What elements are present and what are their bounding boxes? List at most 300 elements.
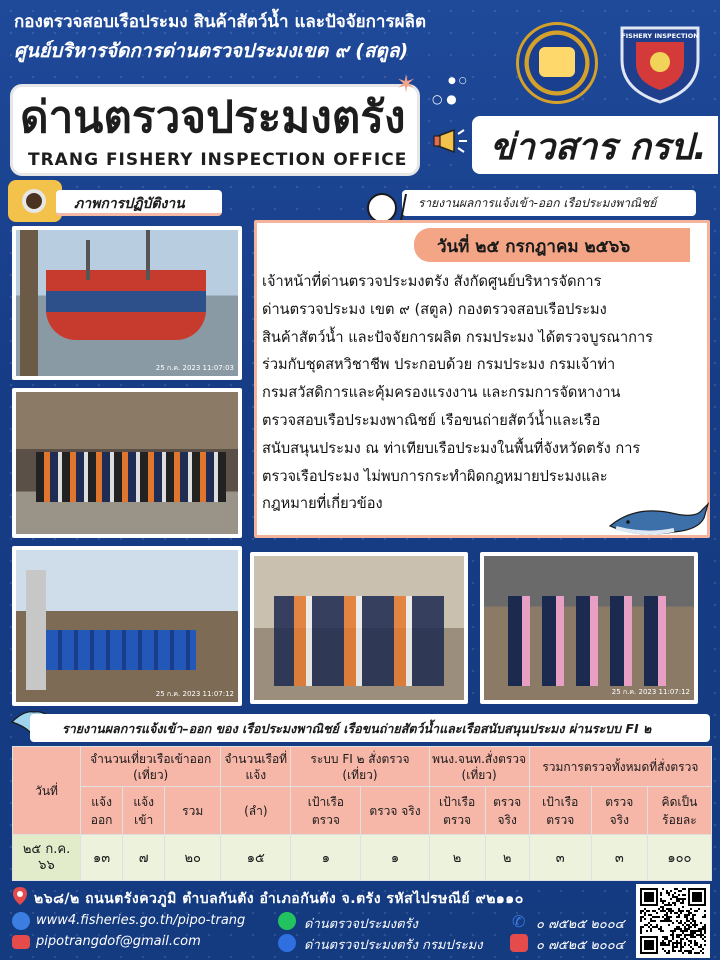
whale-icon [606,496,710,540]
qr-module [644,918,646,920]
qr-module [664,914,666,916]
qr-module [690,946,692,948]
qr-module [686,910,688,912]
table-subheader: คิดเป็น ร้อยละ [647,787,711,835]
photo-officers-pier [480,552,698,704]
qr-module [670,908,672,910]
qr-module [678,936,680,938]
table-cell: ๒ [429,835,485,881]
qr-module [666,916,668,918]
qr-module [686,930,688,932]
qr-module [704,936,706,938]
qr-module [688,910,690,912]
qr-module [686,928,688,930]
qr-module [672,936,674,938]
qr-module [640,916,642,918]
qr-module [648,910,650,912]
qr-module [668,916,670,918]
qr-module [680,934,682,936]
qr-module [704,926,706,928]
qr-module [688,952,690,954]
qr-module [676,896,678,898]
qr-module [668,924,670,926]
qr-module [672,894,674,896]
qr-module [682,902,684,904]
table-subheader: ตรวจ จริง [591,787,647,835]
qr-module [656,924,658,926]
qr-module [654,910,656,912]
qr-module [704,932,706,934]
article-date: วันที่ ๒๕ กรกฎาคม ๒๕๖๖ [437,237,631,257]
qr-module [684,926,686,928]
qr-module [666,952,668,954]
qr-module [700,944,702,946]
qr-module [662,888,664,890]
qr-module [692,914,694,916]
qr-module [660,910,662,912]
qr-module [694,940,696,942]
header-department: กองตรวจสอบเรือประมง สินค้าสัตว์น้ำ และปัจจัยการผลิต [14,12,427,32]
qr-module [650,928,652,930]
logo2-top-text: FISHERY INSPECTION [621,32,699,40]
qr-module [680,948,682,950]
qr-module [662,910,664,912]
qr-module [644,914,646,916]
qr-module [664,920,666,922]
qr-module [694,926,696,928]
qr-module [640,930,642,932]
qr-module [666,914,668,916]
qr-module [640,918,642,920]
qr-module [688,924,690,926]
qr-module [674,950,676,952]
qr-module [656,916,658,918]
qr-module [666,918,668,920]
qr-module [688,926,690,928]
qr-module [690,952,692,954]
qr-module [678,898,680,900]
qr-module [674,902,676,904]
photo-timestamp: 25 ก.ค. 2023 11:07:12 [155,690,234,698]
qr-module [660,928,662,930]
qr-module [678,890,680,892]
qr-module [670,940,672,942]
qr-module [694,944,696,946]
qr-module [698,930,700,932]
photo-timestamp: 25 ก.ค. 2023 11:07:03 [155,364,234,372]
qr-module [650,924,652,926]
qr-module [690,940,692,942]
fax-icon [510,934,528,952]
camera-icon [8,180,62,222]
qr-module [684,888,686,890]
qr-module [698,908,700,910]
qr-module [668,944,670,946]
megaphone-icon [432,126,472,156]
qr-module [694,952,696,954]
photos-label-text: ภาพการปฏิบัติงาน [74,196,185,212]
qr-module [660,906,662,908]
qr-module [674,942,676,944]
qr-module [682,946,684,948]
table-cell: ๒๐ [165,835,221,881]
table-cell: ๑ [361,835,429,881]
department-of-fisheries-logo [516,22,598,104]
qr-module [658,916,660,918]
table-cell: ๑๓ [81,835,123,881]
qr-module [650,918,652,920]
qr-module [698,946,700,948]
qr-module [664,910,666,912]
qr-module [646,910,648,912]
qr-module [690,932,692,934]
qr-module [652,920,654,922]
qr-module [696,952,698,954]
office-title-english: TRANG FISHERY INSPECTION OFFICE [28,150,408,170]
qr-module [688,940,690,942]
qr-module [684,914,686,916]
qr-module [666,938,668,940]
qr-module [700,936,702,938]
qr-module [682,900,684,902]
qr-module [684,942,686,944]
qr-module [640,932,642,934]
qr-module [692,918,694,920]
qr-module [684,922,686,924]
footer-fax[interactable]: ๐ ๗๕๒๕ ๒๐๐๔ [536,938,625,953]
qr-module [662,900,664,902]
qr-module [662,948,664,950]
qr-module [694,922,696,924]
qr-module [688,934,690,936]
qr-module [686,934,688,936]
qr-module [682,938,684,940]
qr-module [676,888,678,890]
qr-module [684,944,686,946]
qr-module [696,924,698,926]
qr-module [704,944,706,946]
qr-module [684,950,686,952]
fishery-inspection-logo [612,20,708,106]
qr-module [672,942,674,944]
qr-module [672,910,674,912]
qr-module [704,940,706,942]
qr-module [654,920,656,922]
qr-module [688,944,690,946]
qr-module [692,948,694,950]
qr-module [686,914,688,916]
qr-module [686,918,688,920]
qr-module [644,912,646,914]
qr-module [662,936,664,938]
qr-module [702,928,704,930]
qr-module [682,932,684,934]
qr-module [700,934,702,936]
table-subheader: เป้าเรือ ตรวจ [429,787,485,835]
qr-module [666,912,668,914]
starfish-icon: ✶ [396,70,417,98]
qr-module [704,914,706,916]
table-cell: ๓ [591,835,647,881]
qr-module [672,944,674,946]
table-header-date: วันที่ [13,747,81,835]
qr-module [690,950,692,952]
qr-module [682,924,684,926]
qr-module [690,934,692,936]
qr-module [650,914,652,916]
qr-module [656,926,658,928]
qr-module [650,920,652,922]
qr-module [662,920,664,922]
table-cell: ๑ [291,835,361,881]
table-cell: ๑๕ [221,835,291,881]
qr-module [678,914,680,916]
qr-module [660,942,662,944]
photo-officers-interview [250,552,468,704]
qr-module [678,894,680,896]
qr-module [700,932,702,934]
table-subheader: ตรวจ จริง [361,787,429,835]
qr-module [694,932,696,934]
qr-module [670,930,672,932]
qr-module [684,916,686,918]
qr-module [688,920,690,922]
table-cell-date: ๒๕ ก.ค. ๖๖ [13,835,81,881]
qr-module [692,930,694,932]
bubble-icon: ● ○ [448,76,467,86]
table-subheader: แจ้ง ออก [81,787,123,835]
qr-module [674,912,676,914]
qr-module [668,952,670,954]
office-title-thai: ด่านตรวจประมงตรัง [20,92,406,143]
qr-module [674,896,676,898]
qr-module [660,898,662,900]
qr-module [672,948,674,950]
qr-module [678,950,680,952]
qr-module [662,908,664,910]
report-section-label [402,190,696,216]
garuda-emblem-icon [539,47,575,77]
article-line: กฎหมายที่เกี่ยวข้อง [262,495,383,513]
qr-module [662,940,664,942]
fi2-report-banner [30,714,710,742]
qr-module [660,900,662,902]
qr-module [666,920,668,922]
qr-module [668,910,670,912]
qr-module [652,910,654,912]
qr-module [688,928,690,930]
globe-icon [12,912,30,930]
qr-module [680,902,682,904]
table-subheader: ตรวจ จริง [485,787,529,835]
qr-module [668,920,670,922]
qr-module [664,918,666,920]
qr-module [684,898,686,900]
qr-module [666,944,668,946]
qr-module [656,912,658,914]
qr-module [672,896,674,898]
qr-module [696,942,698,944]
table-cell: ๒ [485,835,529,881]
qr-module [686,950,688,952]
article-body [262,268,702,518]
photo-inspection-team [12,388,242,538]
qr-module [666,890,668,892]
qr-module [674,892,676,894]
qr-module [660,920,662,922]
qr-module [670,916,672,918]
qr-module [694,936,696,938]
qr-module [662,944,664,946]
qr-module [690,922,692,924]
article-line: ร่วมกับชุดสหวิชาชีพ ประกอบด้วย กรมประมง กรมเจ้าท่า [262,356,616,374]
qr-module [666,936,668,938]
qr-module [690,930,692,932]
qr-module [644,924,646,926]
qr-code-icon [640,888,706,954]
qr-module [660,926,662,928]
qr-module [674,904,676,906]
qr-module [692,916,694,918]
qr-module [690,918,692,920]
qr-module [676,946,678,948]
qr-module [640,926,642,928]
qr-module [654,916,656,918]
qr-module [664,904,666,906]
qr-module [648,922,650,924]
qr-module [662,916,664,918]
news-title: ข่าวสาร กรป. [490,127,707,168]
qr-module [680,890,682,892]
qr-module [682,898,684,900]
qr-module [686,924,688,926]
qr-module [672,902,674,904]
line-app-icon [278,912,296,930]
qr-module [702,952,704,954]
footer-phone[interactable]: ๐ ๗๕๒๕ ๒๐๐๔ [536,917,625,932]
qr-module [654,926,656,928]
qr-module [704,930,706,932]
qr-module [680,942,682,944]
qr-module [704,924,706,926]
qr-module [648,914,650,916]
qr-module [672,946,674,948]
qr-module [658,928,660,930]
qr-module [682,894,684,896]
qr-module [662,906,664,908]
qr-module [666,908,668,910]
qr-module [680,920,682,922]
qr-module [672,938,674,940]
qr-module [668,892,670,894]
qr-module [692,932,694,934]
qr-module [692,934,694,936]
qr-module [664,950,666,952]
table-header-trips: จำนวนเที่ยวเรือเข้าออก (เที่ยว) [81,747,221,787]
qr-module [662,942,664,944]
qr-module [668,942,670,944]
footer-email[interactable]: pipotrangdof@gmail.com [36,934,201,949]
qr-module [660,894,662,896]
photos-section-label [56,190,222,216]
table-header-boats: จำนวนเรือที่แจ้ง [221,747,291,787]
qr-code[interactable] [636,884,710,958]
qr-module [704,916,706,918]
qr-module [678,942,680,944]
qr-module [672,950,674,952]
footer-website[interactable]: www4.fisheries.go.th/pipo-trang [36,913,246,928]
table-subheader: (ลำ) [221,787,291,835]
qr-module [694,930,696,932]
qr-module [678,928,680,930]
article-line: ตรวจเรือประมง ไม่พบการกระทำผิดกฎหมายประมงและ [262,467,608,485]
qr-module [692,924,694,926]
qr-module [666,904,668,906]
qr-module [672,932,674,934]
qr-module [680,950,682,952]
header-center: ศูนย์บริหารจัดการด่านตรวจประมงเขต ๙ (สตูล) [14,40,409,62]
qr-module [640,910,642,912]
qr-module [678,926,680,928]
qr-module [694,914,696,916]
qr-module [678,910,680,912]
qr-module [652,916,654,918]
qr-module [668,894,670,896]
qr-module [670,904,672,906]
qr-module [680,946,682,948]
qr-module [668,904,670,906]
qr-module [702,938,704,940]
qr-module [688,912,690,914]
qr-module [678,908,680,910]
qr-module [670,920,672,922]
table-subheader: แจ้ง เข้า [123,787,165,835]
qr-module [698,934,700,936]
qr-module [698,928,700,930]
article-line: สนับสนุนประมง ณ ท่าเทียบเรือประมงในพื้นที่จังหวัดตรัง การ [262,439,641,457]
qr-module [662,902,664,904]
qr-module [672,934,674,936]
qr-module [702,934,704,936]
qr-module [684,936,686,938]
phone-icon: ✆ [512,912,526,931]
photo-fishing-boats [12,226,242,380]
qr-module [668,918,670,920]
qr-module [696,910,698,912]
qr-module [668,908,670,910]
qr-module [680,938,682,940]
table-cell: ๓ [529,835,591,881]
qr-module [700,930,702,932]
table-subheader: เป้าเรือ ตรวจ [291,787,361,835]
qr-module [670,890,672,892]
qr-module [676,912,678,914]
qr-module [676,944,678,946]
qr-module [702,916,704,918]
qr-module [680,930,682,932]
facebook-icon [278,934,296,952]
footer-facebook[interactable]: ด่านตรวจประมงตรัง กรมประมง [304,938,483,953]
qr-module [664,936,666,938]
qr-module [694,910,696,912]
article-line: เจ้าหน้าที่ด่านตรวจประมงตรัง สังกัดศูนย์บริหารจัดการ [262,273,602,290]
footer-line-account[interactable]: ด่านตรวจประมงตรัง [304,917,418,932]
qr-module [680,940,682,942]
photo-timestamp: 25 ก.ค. 2023 11:07:12 [611,688,690,696]
article-line: กรมสวัสดิการและคุ้มครองแรงงาน และกรมการจัดหางาน [262,384,621,402]
qr-module [696,944,698,946]
qr-module [676,940,678,942]
